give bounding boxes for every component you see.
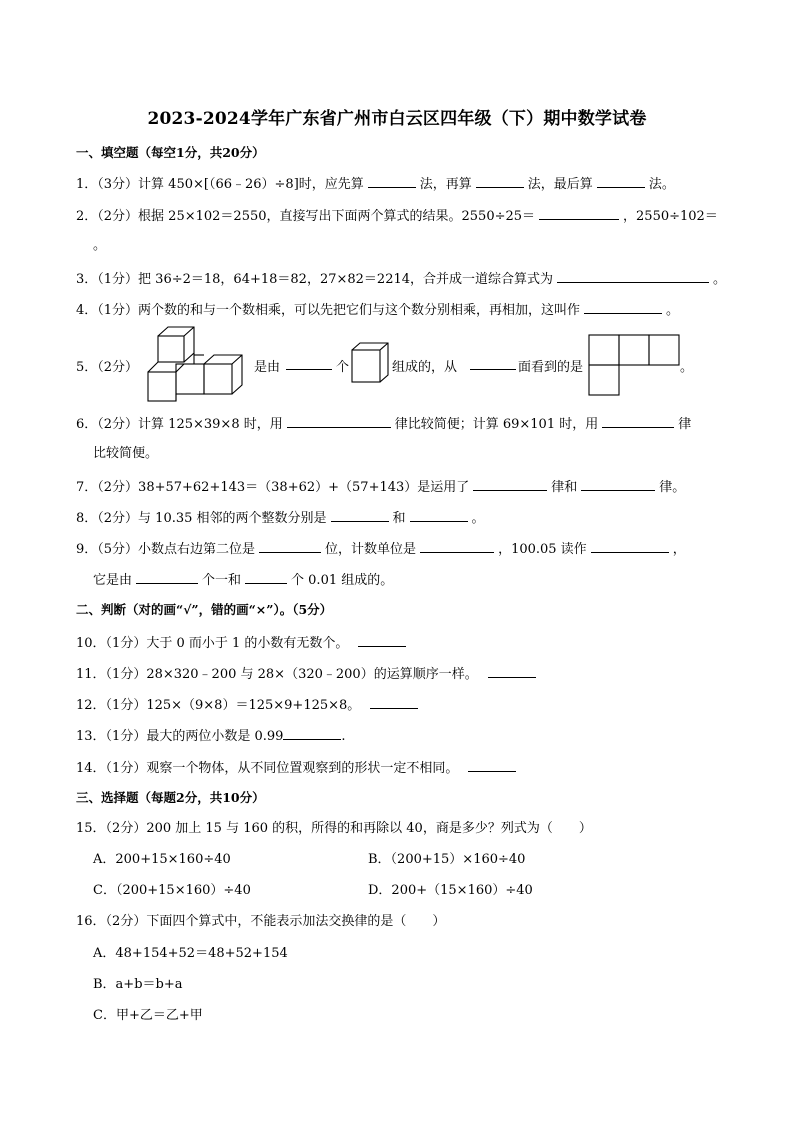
q9-blank-5[interactable]: [245, 571, 287, 584]
q2-blank-1[interactable]: [539, 207, 619, 220]
q5-text-b: 是由: [254, 360, 281, 375]
view-grid-figure: [588, 334, 680, 396]
q1-text-c: 法，最后算: [527, 177, 593, 192]
q9-blank-3[interactable]: [591, 540, 669, 553]
question-10: [76, 634, 410, 652]
q1-blank-2[interactable]: [476, 175, 524, 188]
cube-stack-figure: [148, 325, 258, 401]
q7-blank-2[interactable]: [581, 478, 655, 491]
question-13: [76, 727, 346, 745]
single-cube-figure: [351, 342, 391, 384]
q8-text-b: 和: [392, 511, 406, 526]
question-2: [76, 207, 718, 225]
q11-text: 11．（1分）28×320﹣200 与 28×（320﹣200）的运算顺序一样。: [76, 667, 478, 682]
q2-continuation: 。: [93, 238, 107, 253]
q9-text-d: ，: [672, 542, 686, 557]
q13-text-b: .: [341, 729, 346, 744]
question-1: [76, 175, 675, 193]
q7-blank-1[interactable]: [473, 478, 547, 491]
q8-text-a: 8．（2分）与 10.35 相邻的两个整数分别是: [76, 511, 327, 526]
question-5: [76, 325, 716, 401]
q9-text-g: 个 0.01 组成的。: [291, 573, 394, 588]
q9-text-b: 位，计数单位是: [325, 542, 417, 557]
q1-blank-3[interactable]: [597, 175, 645, 188]
q12-blank[interactable]: [370, 696, 418, 709]
question-7: [76, 478, 685, 496]
q9-blank-2[interactable]: [420, 540, 494, 553]
q4-text-b: 。: [666, 303, 680, 318]
q1-text-a: 1．（3分）计算 450×[（66﹣26）÷8]时，应先算: [76, 177, 364, 192]
question-12: [76, 696, 422, 714]
q9-text-f: 个一和: [202, 573, 242, 588]
q5-text-a: 5．（2分）: [76, 360, 139, 375]
q16-option-c[interactable]: C．甲+乙＝乙+甲: [93, 1008, 203, 1023]
q5-text-d: 组成的，从: [392, 360, 458, 375]
q7-text-a: 7．（2分）38+57+62+143＝（38+62）+（57+143）是运用了: [76, 480, 470, 495]
section-3-heading: 三、选择题（每题2分，共10分）: [76, 790, 265, 805]
q11-blank[interactable]: [488, 665, 536, 678]
q1-blank-1[interactable]: [368, 175, 416, 188]
q16-option-a[interactable]: A．48+154+52＝48+52+154: [93, 946, 288, 961]
q5-text-f: 。: [680, 360, 694, 375]
q9-text-a: 9．（5分）小数点右边第二位是: [76, 542, 256, 557]
q6-blank-1[interactable]: [287, 415, 391, 428]
q16-option-b[interactable]: B．a+b＝b+a: [93, 977, 183, 992]
question-15: 15．（2分）200 加上 15 与 160 的积，所得的和再除以 40，商是多少？列式为（ ）: [76, 821, 592, 836]
question-11: [76, 665, 540, 683]
q3-text-a: 3．（1分）把 36÷2＝18，64+18＝82，27×82＝2214，合并成一道综合算式为: [76, 272, 554, 287]
q5-blank-1[interactable]: [286, 357, 332, 370]
q13-blank[interactable]: [283, 727, 341, 740]
q9-blank-4[interactable]: [136, 571, 198, 584]
q5-text-e: 面看到的是: [518, 360, 584, 375]
q5-text-c: 个: [336, 360, 350, 375]
q10-text: 10．（1分）大于 0 而小于 1 的小数有无数个。: [76, 636, 349, 651]
q15-option-b[interactable]: B．（200+15）×160÷40: [368, 852, 526, 867]
question-9: [76, 540, 686, 558]
q7-text-c: 律。: [659, 480, 686, 495]
q6-text-c: 律: [678, 417, 692, 432]
page-title: 2023-2024学年广东省广州市白云区四年级（下）期中数学试卷: [147, 109, 647, 129]
q8-blank-1[interactable]: [331, 509, 389, 522]
q13-text: 13．（1分）最大的两位小数是 0.99: [76, 729, 284, 744]
question-16: 16．（2分）下面四个算式中，不能表示加法交换律的是（ ）: [76, 914, 446, 929]
q3-text-b: 。: [713, 272, 727, 287]
q6-text-a: 6．（2分）计算 125×39×8 时，用: [76, 417, 283, 432]
q1-text-d: 法。: [648, 177, 675, 192]
q7-text-b: 律和: [551, 480, 578, 495]
q6-blank-2[interactable]: [602, 415, 674, 428]
question-8: [76, 509, 485, 527]
q15-option-d[interactable]: D．200+（15×160）÷40: [368, 883, 533, 898]
section-2-heading: 二、判断（对的画“√”，错的画“×”）。（5分）: [76, 602, 333, 617]
q4-text-a: 4．（1分）两个数的和与一个数相乘，可以先把它们与这个数分别相乘，再相加，这叫作: [76, 303, 581, 318]
q14-blank[interactable]: [468, 759, 516, 772]
q15-option-c[interactable]: C．（200+15×160）÷40: [93, 883, 251, 898]
q4-blank[interactable]: [584, 301, 662, 314]
question-6: [76, 415, 691, 433]
question-3: [76, 270, 726, 288]
q9-text-e: 它是由: [93, 573, 133, 588]
q6-text-b: 律比较简便；计算 69×101 时，用: [394, 417, 599, 432]
q2-text-b: ，2550÷102＝: [623, 209, 718, 224]
question-14: [76, 759, 520, 777]
q6-continuation: 比较简便。: [93, 446, 159, 461]
q2-text-a: 2．（2分）根据 25×102＝2550，直接写出下面两个算式的结果。2550÷25＝: [76, 209, 536, 224]
q12-text: 12．（1分）125×（9×8）＝125×9+125×8。: [76, 698, 361, 713]
q9-continuation: [93, 571, 393, 589]
q5-blank-2[interactable]: [470, 357, 516, 370]
q15-option-a[interactable]: A．200+15×160÷40: [93, 852, 231, 867]
section-1-heading: 一、填空题（每空1分，共20分）: [76, 145, 265, 160]
q9-blank-1[interactable]: [259, 540, 321, 553]
q9-text-c: ，100.05 读作: [498, 542, 587, 557]
q14-text: 14．（1分）观察一个物体，从不同位置观察到的形状一定不相同。: [76, 761, 459, 776]
question-4: [76, 301, 679, 319]
q10-blank[interactable]: [358, 634, 406, 647]
q8-blank-2[interactable]: [410, 509, 468, 522]
q8-text-c: 。: [471, 511, 485, 526]
q3-blank[interactable]: [557, 270, 709, 283]
q1-text-b: 法，再算: [419, 177, 472, 192]
